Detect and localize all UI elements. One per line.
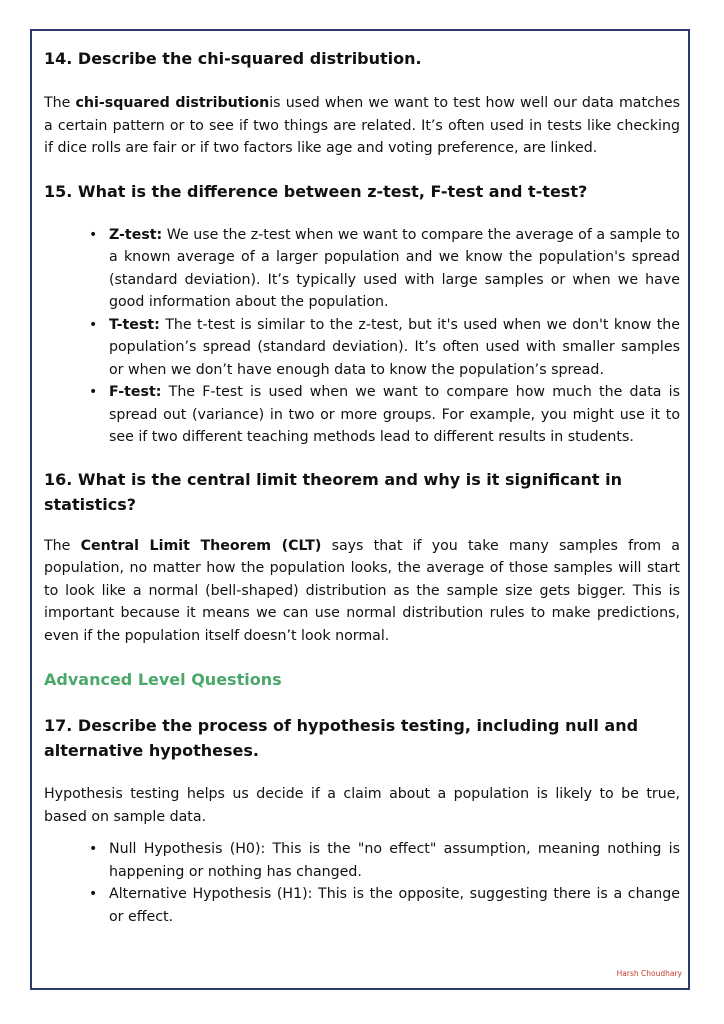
q16-text-bold: Central Limit Theorem (CLT) [80,537,322,554]
q15-heading: 15. What is the difference between z-test, F-test and t-test? [44,181,588,201]
q15-item-label: T-test: [109,316,160,333]
q14-heading: 14. Describe the chi-squared distribution. [44,49,422,68]
list-item: • Null Hypothesis (H0): This is the "no effect" assumption, meaning nothing is happening or nothing has changed. [109,838,680,883]
q16-text-post: says that if you take many samples from a population, no matter how the population looks, the average of those samples will start to look like a normal (bell-shaped) distribution as the sample size gets bigger. This is important because it means we can use normal distribution rules to make predictions, even if the population itself doesn’t look normal. [44,537,680,644]
list-item [109,224,680,314]
document-content [44,44,680,928]
list-item [109,381,680,449]
section-heading-advanced: Advanced Level Questions [44,670,282,689]
q15-item-text: The t-test is similar to the z-test, but it's used when we don't know the population’s spread (standard deviation). It’s often used with smaller samples or when we don’t have enough data to know the population’s spread. [109,316,680,378]
q17-intro: Hypothesis testing helps us decide if a claim about a population is likely to be true, based on sample data. [44,786,680,825]
q14-text-pre: The [44,95,76,111]
q15-list [44,224,680,449]
q15-item-label: F-test: [109,384,162,400]
q15-item-label: Z-test: [109,226,163,243]
q15-item-text: We use the z-test when we want to compare the average of a sample to a known average of a larger population and we know the population's spread (standard deviation). It’s typically used with large samples or when we have good information about the population. [109,226,680,310]
q16-text-pre: The [44,537,81,554]
q16-paragraph [44,535,680,648]
footer-author: Harsh Choudhary [616,969,682,978]
q15-item-text: The F-test is used when we want to compare how much the data is spread out (variance) in two or more groups. For example, you might use it to see if two different teaching methods lead to different results in students. [109,384,680,445]
list-item [109,314,680,382]
list-item: • Alternative Hypothesis (H1): This is the opposite, suggesting there is a change or effect. [109,883,680,928]
q16-heading: 16. What is the central limit theorem and why is it significant in statistics? [44,469,622,514]
q17-list [44,838,680,928]
q14-text-post: is used when we want to test how well our data matches a certain pattern or to see if two things are related. It’s often used in tests like checking if dice rolls are fair or if two factors like age and voting preference, are linked. [44,95,680,156]
q14-text-bold: chi-squared distribution [75,95,270,111]
q14-paragraph [44,92,680,160]
q17-heading: 17. Describe the process of hypothesis testing, including null and alternative hypotheses. [44,716,639,760]
